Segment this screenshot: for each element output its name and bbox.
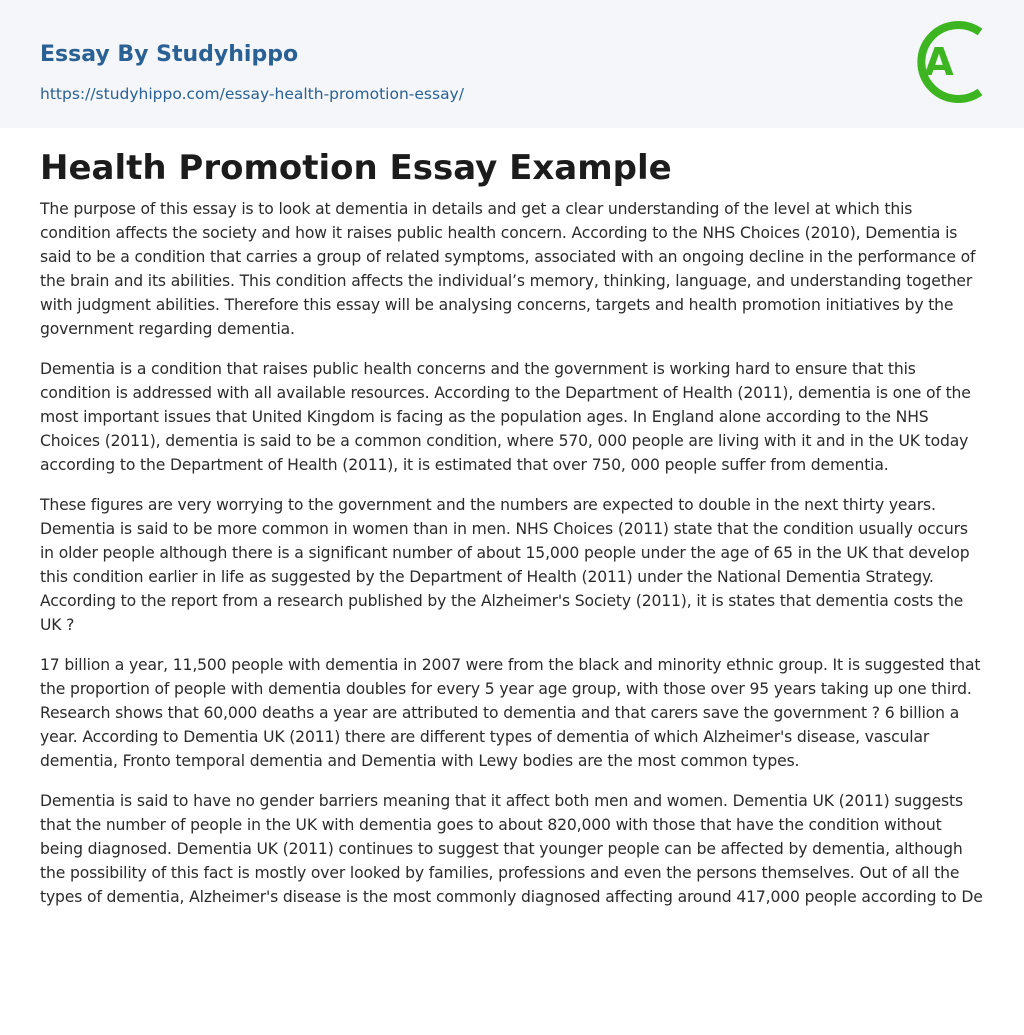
source-url-link[interactable]: https://studyhippo.com/essay-health-promotion-essay/ bbox=[40, 85, 464, 103]
site-header bbox=[0, 0, 1024, 128]
page-title: Health Promotion Essay Example bbox=[40, 148, 672, 188]
essay-paragraph: 17 billion a year, 11,500 people with dementia in 2007 were from the black and minority ethnic group. It is suggested that the proportion of people with dementia doubles for every 5 year age group, with those over 95 years taking up one third. Research shows that 60,000 deaths a year are attributed to dementia and that carers save the government ? 6 billion a year. According to Dementia UK (2011) there are different types of dementia of which Alzheimer's disease, vascular dementia, Fronto temporal dementia and Dementia with Lewy bodies are the most common types. bbox=[40, 656, 981, 770]
logo-letter: A bbox=[924, 40, 954, 84]
essay-paragraph: Dementia is said to have no gender barriers meaning that it affect both men and women. Dementia UK (2011) suggests that the number of people in the UK with dementia goes to about 820,000 with those that have the condition without being diagnosed. Dementia UK (2011) continues to suggest that younger people can be affected by dementia, although the possibility of this fact is mostly over looked by families, professions and even the persons themselves. Out of all the types of dementia, Alzheimer's disease is the most commonly diagnosed affecting around 417,000 people according to De bbox=[40, 792, 983, 906]
essay-content bbox=[0, 128, 1024, 909]
studyhippo-logo-icon bbox=[908, 17, 988, 107]
essay-paragraph: These figures are very worrying to the government and the numbers are expected to double in the next thirty years. Dementia is said to be more common in women than in men. NHS Choices (2011) state that the condition usually occurs in older people although there is a significant number of about 15,000 people under the age of 65 in the UK that develop this condition earlier in life as suggested by the Department of Health (2011) under the National Dementia Strategy. According to the report from a research published by the Alzheimer's Society (2011), it is states that dementia costs the UK ? bbox=[40, 496, 970, 634]
essay-paragraph: The purpose of this essay is to look at dementia in details and get a clear understanding of the level at which this condition affects the society and how it raises public health concern. According to the NHS Choices (2010), Dementia is said to be a condition that carries a group of related symptoms, associated with an ongoing decline in the performance of the brain and its abilities. This condition affects the individual’s memory, thinking, language, and understanding together with judgment abilities. Therefore this essay will be analysing concerns, targets and health promotion initiatives by the government regarding dementia. bbox=[40, 200, 976, 338]
site-brand: Essay By Studyhippo bbox=[40, 42, 299, 67]
essay-paragraph: Dementia is a condition that raises public health concerns and the government is working hard to ensure that this condition is addressed with all available resources. According to the Department of Health (2011), dementia is one of the most important issues that United Kingdom is facing as the population ages. In England alone according to the NHS Choices (2011), dementia is said to be a common condition, where 570, 000 people are living with it and in the UK today according to the Department of Health (2011), it is estimated that over 750, 000 people suffer from dementia. bbox=[40, 360, 971, 474]
